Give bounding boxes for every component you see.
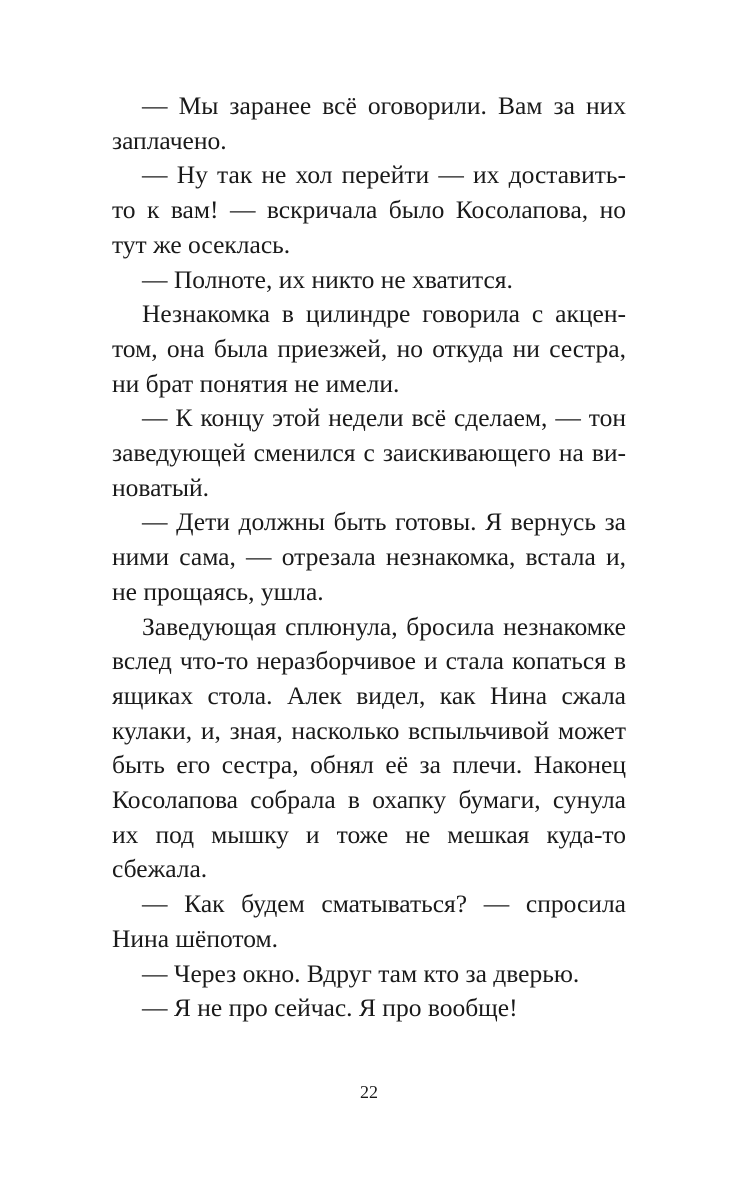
paragraph: — Дети должны быть готовы. Я вернусь за ними сама, — отрезала незнакомка, встала и, не прощаясь, ушла. bbox=[112, 507, 626, 606]
paragraph: Незнакомка в цилиндре говорила с акцентом, она была приезжей, но откуда ни сестра, ни брат понятия не имели. bbox=[112, 299, 626, 398]
paragraph: — Полноте, их никто не хватится. bbox=[142, 264, 513, 294]
paragraph: Заведующая сплюнула, бросила незнакомке вслед что-то неразборчивое и стала копаться в ящиках стола. Алек видел, как Нина сжала кулаки, и, зная, насколько вспыльчивой может быть его сестра, обнял её за плечи. Наконец Косолапова собрала в охапку бумаги, сунула их под мышку и тоже не мешкая куда-то сбежала. bbox=[112, 611, 626, 884]
paragraph: — Я не про сейчас. Я про вообще! bbox=[142, 993, 518, 1023]
paragraph: — Ну так не хол перейти — их доставить-то к вам! — вскричала было Косолапова, но тут же осеклась. bbox=[112, 160, 626, 259]
paragraph: — Как будем сматываться? — спросила Нина шёпотом. bbox=[112, 889, 626, 953]
paragraph: — Через окно. Вдруг там кто за дверью. bbox=[142, 958, 580, 988]
paragraph: — К концу этой недели всё сделаем, — тон заведующей сменился с заискивающего на виноватый. bbox=[112, 403, 626, 502]
paragraph: — Мы заранее всё оговорили. Вам за них заплачено. bbox=[112, 91, 626, 155]
body-text bbox=[112, 89, 626, 1026]
page-number: 22 bbox=[360, 1082, 378, 1102]
